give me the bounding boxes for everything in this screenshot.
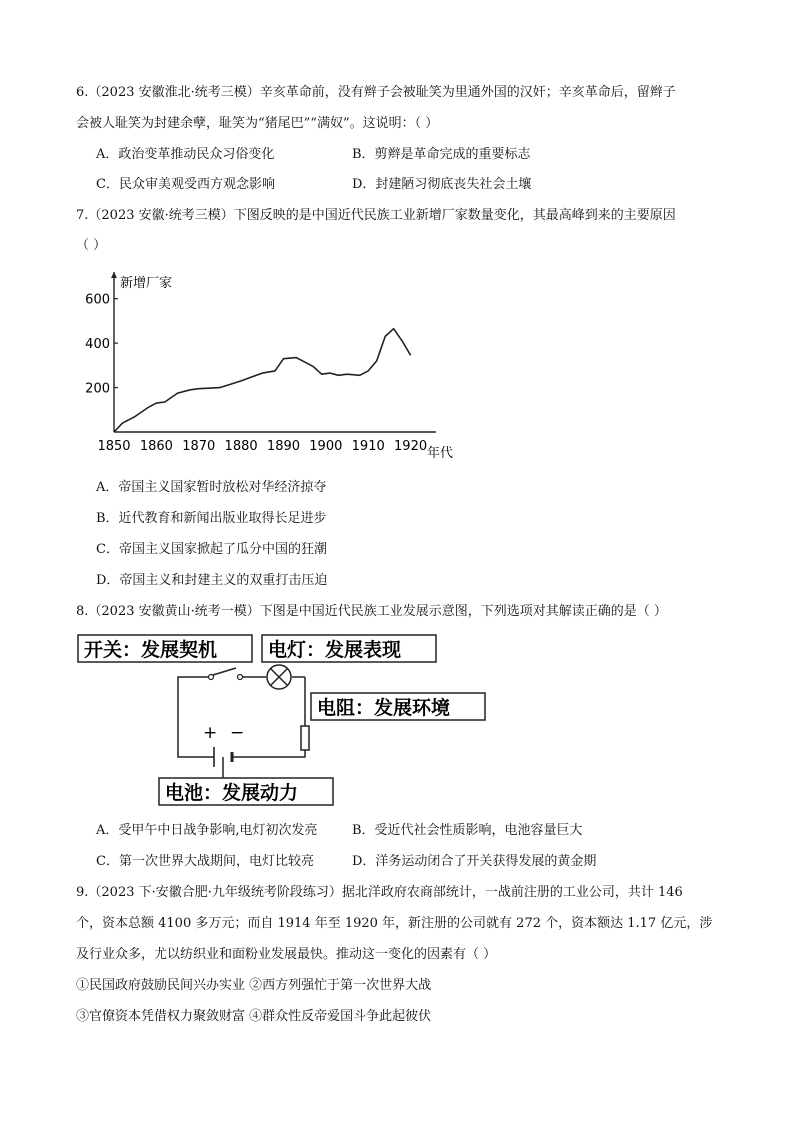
y-tick-label: 400 bbox=[85, 337, 110, 353]
series-line bbox=[114, 329, 411, 432]
q7-option-c: C．帝国主义国家掀起了瓜分中国的狂潮 bbox=[96, 542, 327, 557]
x-tick-label: 1860 bbox=[139, 439, 173, 454]
lamp-label: 电灯：发展表现 bbox=[268, 639, 402, 661]
resistor-icon bbox=[301, 726, 309, 750]
q7-option-a: A．帝国主义国家暂时放松对华经济掠夺 bbox=[96, 480, 327, 495]
battery-minus-sign: − bbox=[230, 723, 245, 743]
x-tick-label: 1870 bbox=[182, 439, 216, 454]
switch-label: 开关：发展契机 bbox=[84, 639, 218, 661]
y-tick-label: 200 bbox=[85, 381, 110, 397]
q7-option-d: D．帝国主义和封建主义的双重打击压迫 bbox=[96, 573, 328, 588]
y-tick-label: 600 bbox=[85, 292, 110, 308]
q6-option-c: C．民众审美观受西方观念影响 bbox=[96, 177, 275, 192]
x-axis-ticks bbox=[97, 439, 427, 454]
q8-stem-line1: 8.（2023 安徽黄山·统考一模）下图是中国近代民族工业发展示意图，下列选项对其解读正确的是（ ） bbox=[76, 604, 667, 619]
battery-plus-sign: + bbox=[203, 723, 218, 743]
q7-option-b: B．近代教育和新闻出版业取得长足进步 bbox=[96, 511, 327, 526]
q6-stem-line2: 会被人耻笑为封建余孽，耻笑为“猪尾巴”“满奴”。这说明：（ ） bbox=[76, 116, 439, 131]
x-tick-label: 1880 bbox=[224, 439, 258, 454]
q9-stem-line2: 个，资本总额 4100 多万元；而自 1914 年至 1920 年，新注册的公司就有 272 个，资本额达 1.17 亿元，涉 bbox=[76, 916, 713, 931]
x-tick-label: 1850 bbox=[97, 439, 131, 454]
x-tick-label: 1890 bbox=[266, 439, 301, 454]
q8-option-b: B．受近代社会性质影响，电池容量巨大 bbox=[352, 823, 583, 838]
q8-option-a: A．受甲午中日战争影响,电灯初次发亮 bbox=[96, 823, 318, 838]
q8-option-c: C．第一次世界大战期间，电灯比较亮 bbox=[96, 854, 314, 869]
circuit-diagram bbox=[70, 630, 500, 812]
q7-stem-line1: 7.（2023 安徽·统考三模）下图反映的是中国近代民族工业新增厂家数量变化，其最高峰到来的主要原因 bbox=[76, 208, 676, 223]
q6-stem-line1: 6.（2023 安徽淮北·统考三模）辛亥革命前，没有辫子会被耻笑为里通外国的汉奸；辛亥革命后，留辫子 bbox=[76, 85, 676, 100]
resistor-label: 电阻：发展环境 bbox=[317, 697, 451, 719]
x-axis-label: 年代 bbox=[427, 446, 454, 461]
x-tick-label: 1900 bbox=[309, 439, 343, 454]
y-axis-arrow bbox=[111, 272, 117, 278]
factory-count-line-chart bbox=[76, 260, 476, 468]
y-axis-label: 新增厂家 bbox=[120, 276, 173, 291]
chart-axes bbox=[111, 272, 436, 432]
y-axis-ticks bbox=[85, 293, 118, 397]
lamp-icon bbox=[267, 665, 291, 689]
q9-stem-line1: 9.（2023 下·安徽合肥·九年级统考阶段练习）据北洋政府农商部统计，一战前注册的工业公司，共计 146 bbox=[76, 885, 683, 900]
x-tick-label: 1910 bbox=[351, 439, 385, 454]
q8-option-d: D．洋务运动闭合了开关获得发展的黄金期 bbox=[352, 854, 597, 869]
q9-stem-line3: 及行业众多，尤以纺织业和面粉业发展最快。推动这一变化的因素有（ ） bbox=[76, 947, 497, 962]
x-tick-label: 1920 bbox=[394, 439, 428, 454]
q9-items-line2: ③官僚资本凭借权力聚敛财富 ④群众性反帝爱国斗争此起彼伏 bbox=[76, 1009, 432, 1024]
battery-label: 电池：发展动力 bbox=[165, 782, 299, 804]
q6-option-b: B．剪辫是革命完成的重要标志 bbox=[352, 147, 531, 162]
q7-stem-line2: （ ） bbox=[76, 238, 107, 253]
chart-series bbox=[114, 329, 411, 432]
q6-option-a: A．政治变革推动民众习俗变化 bbox=[96, 147, 275, 162]
switch-icon bbox=[209, 668, 243, 680]
q6-option-d: D．封建陋习彻底丧失社会土壤 bbox=[352, 177, 532, 192]
q9-items-line1: ①民国政府鼓励民间兴办实业 ②西方列强忙于第一次世界大战 bbox=[76, 978, 432, 993]
